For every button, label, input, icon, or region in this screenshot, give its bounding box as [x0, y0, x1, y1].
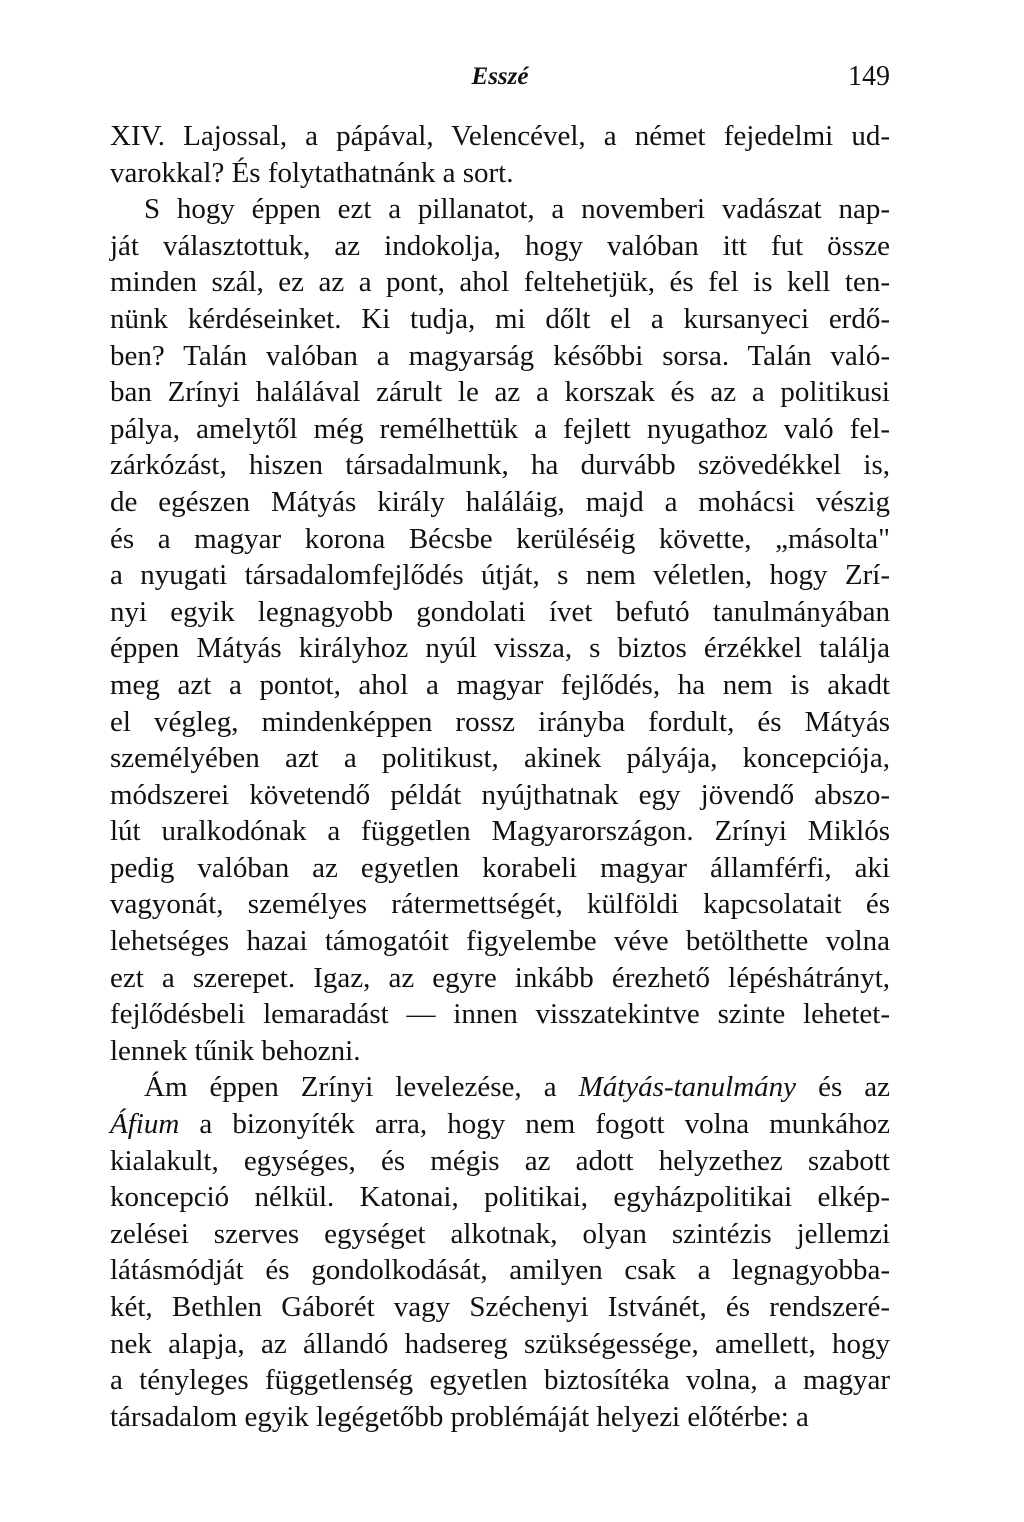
- text-line: lehetséges hazai támogatóit figyelembe véve betölthette volna: [110, 925, 890, 958]
- text-line: nünk kérdéseinket. Ki tudja, mi dőlt el a kursanyeci erdő-: [110, 302, 890, 335]
- text-line: el végleg, mindenképpen rossz irányba fordult, és Mátyás: [110, 705, 890, 738]
- text-line: XIV. Lajossal, a pápával, Velencével, a német fejedelmi ud-: [110, 120, 890, 152]
- text-line: két, Bethlen Gáborét vagy Széchenyi Istvánét, és rendszeré-: [110, 1291, 890, 1323]
- text-line: lennek tűnik behozni.: [110, 1034, 361, 1067]
- text-line: ezt a szerepet. Igaz, az egyre inkább érezhető lépéshátrányt,: [110, 961, 890, 994]
- text-line: S hogy éppen ezt a pillanatot, a novemberi vadászat nap-: [144, 193, 890, 226]
- text-line: zelései szerves egységet alkotnak, olyan szintézis jellemzi: [110, 1217, 890, 1250]
- text-line: ben? Talán valóban a magyarság későbbi sorsa. Talán való-: [110, 339, 890, 372]
- text-line: kialakult, egységes, és mégis az adott helyzethez szabott: [110, 1144, 890, 1177]
- text-line: nek alapja, az állandó hadsereg szükségessége, amellett, hogy: [110, 1327, 890, 1360]
- text-line: személyében azt a politikust, akinek pályája, koncepciója,: [110, 742, 890, 775]
- text-line: pálya, amelytől még remélhettük a fejlett nyugathoz való fel-: [110, 412, 890, 445]
- text-line: nyi egyik legnagyobb gondolati ívet befutó tanulmányában: [110, 595, 890, 628]
- text-line: társadalom egyik legégetőbb problémáját helyezi előtérbe: a: [110, 1400, 809, 1433]
- paragraph: [110, 1069, 890, 1435]
- paragraph: [110, 118, 890, 191]
- text-line: éppen Mátyás királyhoz nyúl vissza, s biztos érzékkel találja: [110, 632, 890, 665]
- text-line: pedig valóban az egyetlen korabeli magyar államférfi, aki: [110, 851, 890, 884]
- text-line: vagyonát, személyes rátermettségét, külföldi kapcsolatait és: [110, 888, 890, 921]
- text-line: ját választottuk, az indokolja, hogy valóban itt fut össze: [110, 229, 890, 262]
- body-text: [110, 118, 890, 1435]
- text-line: de egészen Mátyás király haláláig, majd a mohácsi vészig: [110, 485, 890, 518]
- text-line: látásmódját és gondolkodását, amilyen csak a legnagyobba-: [110, 1254, 890, 1287]
- text-line: minden szál, ez az a pont, ahol feltehetjük, és fel is kell ten-: [110, 266, 890, 299]
- text-line: Áfium a bizonyíték arra, hogy nem fogott volna munkához: [110, 1108, 890, 1141]
- text-line: a tényleges függetlenség egyetlen biztosítéka volna, a magyar: [110, 1364, 890, 1397]
- running-title: Esszé: [471, 63, 529, 90]
- text-line: zárkózást, hiszen társadalmunk, ha durvább szövedékkel is,: [110, 449, 890, 482]
- italic-title: Mátyás-tanulmány: [578, 1071, 797, 1104]
- text-line: ban Zrínyi halálával zárult le az a korszak és az a politikusi: [110, 376, 890, 409]
- text-line: fejlődésbeli lemaradást — innen visszatekintve szinte lehetet-: [110, 998, 890, 1031]
- italic-title: Áfium: [110, 1108, 180, 1141]
- text-line: meg azt a pontot, ahol a magyar fejlődés, ha nem is akadt: [110, 668, 890, 701]
- paragraph: [110, 191, 890, 1069]
- text-line: és a magyar korona Bécsbe kerüléséig követte, „másolta": [110, 522, 890, 555]
- page-number: 149: [848, 61, 890, 92]
- text-line: koncepció nélkül. Katonai, politikai, egyházpolitikai elkép-: [110, 1181, 890, 1214]
- text-line: lút uralkodónak a független Magyarországon. Zrínyi Miklós: [110, 815, 890, 848]
- text-line: módszerei követendő példát nyújthatnak egy jövendő abszo-: [110, 778, 890, 811]
- running-head: [110, 60, 890, 94]
- text-line: varokkal? És folytathatnánk a sort.: [110, 156, 514, 189]
- text-line: a nyugati társadalomfejlődés útját, s nem véletlen, hogy Zrí-: [110, 559, 890, 592]
- text-line: Ám éppen Zrínyi levelezése, a Mátyás-tanulmány és az: [144, 1071, 891, 1104]
